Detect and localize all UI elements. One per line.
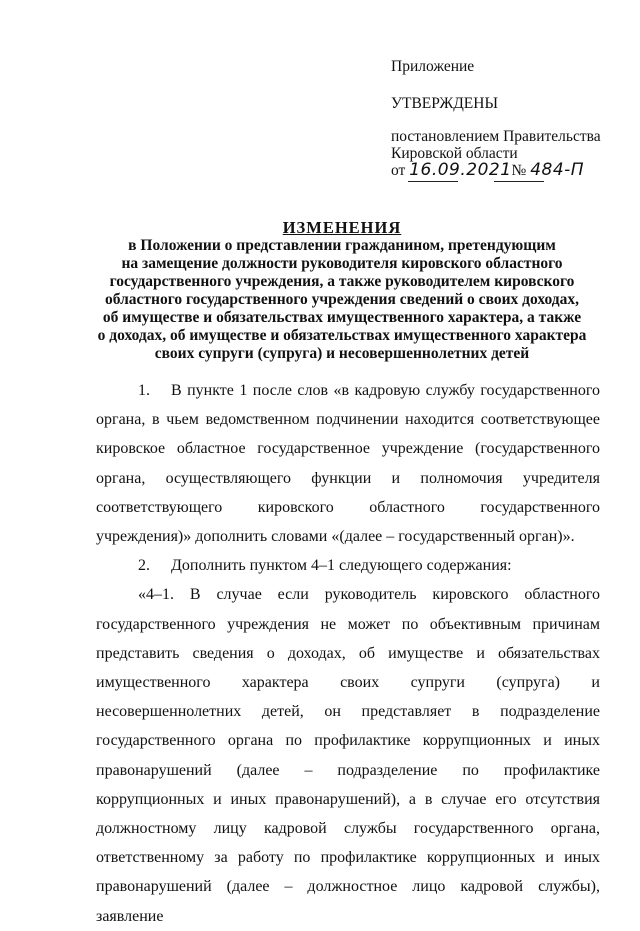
document-body (96, 376, 600, 931)
title-line-3: государственного учреждения, а также руководителем кировского (109, 273, 575, 290)
number-label: № (511, 162, 527, 179)
title-line-4: областного государственного учреждения сведений о своих доходах, (104, 291, 580, 308)
handwritten-number: 484-П (530, 160, 585, 180)
paragraph-1-number: 1. (138, 382, 150, 399)
decree-line-1: постановлением Правительства (391, 128, 601, 145)
title-line-6: о доходах, об имуществе и обязательствах имущественного характера (97, 327, 587, 344)
document-title: ИЗМЕНЕНИЯ (282, 218, 402, 237)
handwritten-date: 16.09.2021 (409, 160, 512, 180)
title-line-5: об имуществе и обязательствах имущественного характера, а также (102, 309, 582, 326)
decree-line-2: Кировской области (391, 145, 518, 162)
title-line-7: своих супруги (супруга) и несовершеннолетних детей (154, 345, 530, 362)
number-underline (494, 181, 544, 182)
date-underline (408, 181, 458, 182)
decree-date-line (391, 160, 584, 180)
paragraph-3: «4–1. В случае если руководитель кировского областного государственного учреждения не может по объективным причинам представить сведения о доходах, об имуществе и обязательствах имущественного характера своих супруги (супруга) и несовершеннолетних детей, он представляет в подразделение государственного органа по профилактике коррупционных и иных правонарушений (далее – подразделение по профилактике коррупционных и иных правонарушений), а в случае его отсутствия должностному лицу кадровой службы государственного органа, ответственному за работу по профилактике коррупционных и иных правонарушений (далее – должностное лицо кадровой службы), заявление (96, 586, 600, 925)
appendix-label: Приложение (391, 58, 475, 75)
paragraph-2 (96, 551, 600, 580)
title-line-1: в Положении о представлении гражданином, претендующим (128, 237, 556, 254)
from-label: от (391, 162, 406, 179)
title-line-2: на замещение должности руководителя кировского областного (121, 255, 563, 272)
paragraph-2-number: 2. (138, 557, 150, 575)
approved-label: УТВЕРЖДЕНЫ (391, 95, 498, 112)
paragraph-2-text: Дополнить пунктом 4–1 следующего содержания: (171, 557, 512, 575)
paragraph-1-text: В пункте 1 после слов «в кадровую службу государственного органа, в чьем ведомственном подчинении находится соответствующее кировское областное государственное учреждение (государственного органа, осуществляющего функции и полномочия учредителя соответствующего кировского областного государственного учреждения)» дополнить словами «(далее – государственный орган)». (96, 382, 600, 546)
paragraph-1 (96, 376, 600, 551)
